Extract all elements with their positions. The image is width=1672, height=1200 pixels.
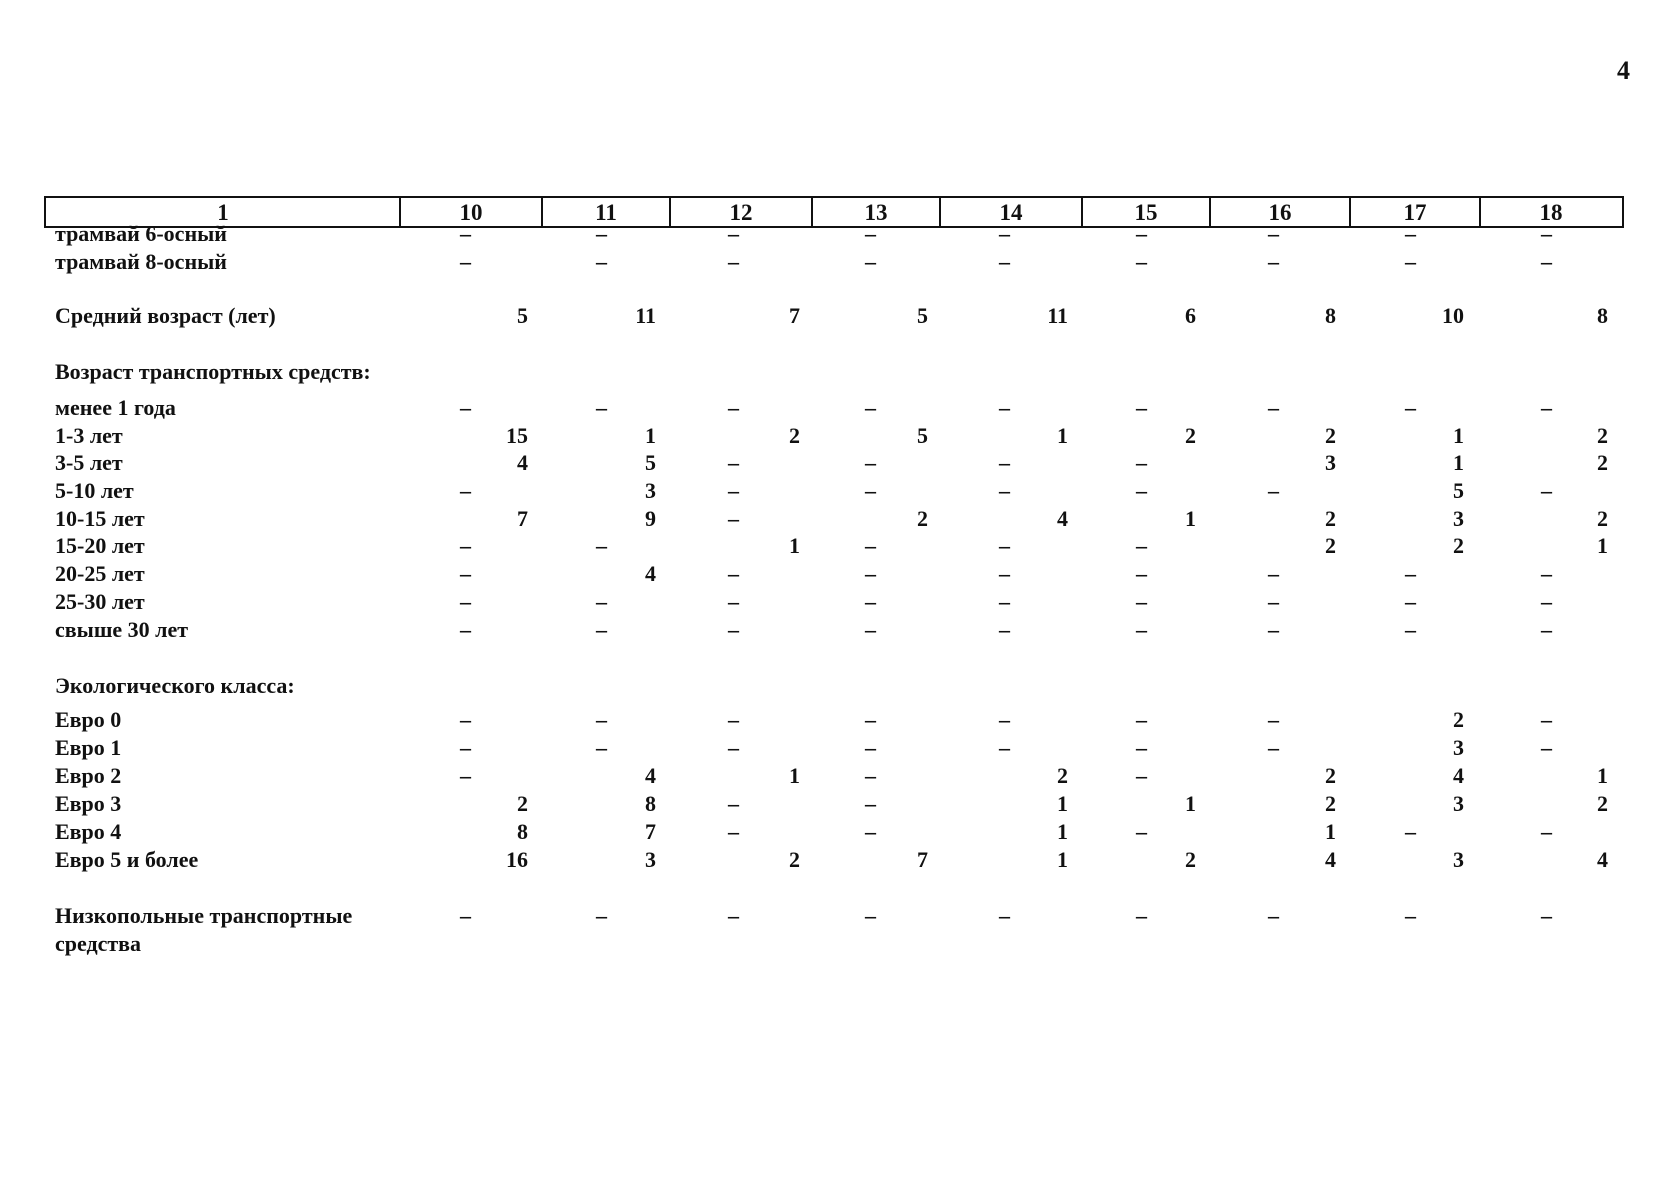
table-cell: –: [596, 249, 607, 274]
table-cell: –: [999, 561, 1010, 586]
table-cell: –: [1268, 478, 1279, 503]
table-cell: –: [1541, 221, 1552, 246]
table-cell: –: [999, 478, 1010, 503]
table-cell: 4: [517, 450, 528, 475]
table-cell: 15: [506, 423, 528, 448]
row-label: менее 1 года: [55, 395, 176, 420]
table-cell: –: [1541, 903, 1552, 928]
page-number: 4: [1617, 56, 1630, 85]
table-cell: –: [1136, 617, 1147, 642]
table-cell: –: [1136, 735, 1147, 760]
table-cell: –: [728, 589, 739, 614]
table-cell: 8: [645, 791, 656, 816]
table-row: [0, 394, 1672, 422]
row-label: Евро 0: [55, 707, 122, 732]
row-label: Евро 4: [55, 819, 122, 844]
table-cell: –: [1268, 617, 1279, 642]
table-cell: 9: [645, 506, 656, 531]
table-cell: –: [596, 589, 607, 614]
table-cell: –: [728, 450, 739, 475]
table-cell: –: [1268, 735, 1279, 760]
header-cell-13: 13: [864, 200, 888, 225]
table-cell: –: [460, 707, 471, 732]
table-cell: 10: [1442, 303, 1464, 328]
table-cell: 1: [789, 533, 800, 558]
table-cell: 2: [789, 847, 800, 872]
table-row: [0, 358, 1672, 386]
table-cell: 1: [1057, 423, 1068, 448]
table-cell: 4: [1325, 847, 1336, 872]
row-label: 20-25 лет: [55, 561, 145, 586]
row-label: трамвай 6-осный: [55, 221, 227, 246]
table-cell: –: [865, 221, 876, 246]
table-cell: –: [1268, 561, 1279, 586]
table-cell: –: [865, 589, 876, 614]
row-label: Евро 3: [55, 791, 122, 816]
header-cell-1: 1: [217, 200, 229, 225]
table-cell: 2: [1325, 763, 1336, 788]
table-cell: –: [999, 249, 1010, 274]
table-cell: 3: [1325, 450, 1336, 475]
table-cell: 1: [1597, 763, 1608, 788]
table-cell: –: [1405, 617, 1416, 642]
table-cell: 5: [645, 450, 656, 475]
table-row: [0, 560, 1672, 588]
table-cell: –: [1541, 249, 1552, 274]
table-cell: –: [865, 903, 876, 928]
table-row: [0, 762, 1672, 790]
table-cell: –: [1136, 221, 1147, 246]
table-cell: 3: [645, 847, 656, 872]
table-row: [0, 449, 1672, 477]
table-cell: 2: [517, 791, 528, 816]
table-cell: –: [1268, 903, 1279, 928]
table-cell: 3: [645, 478, 656, 503]
table-cell: –: [865, 395, 876, 420]
table-cell: –: [460, 735, 471, 760]
table-cell: –: [1405, 819, 1416, 844]
table-cell: –: [865, 249, 876, 274]
row-label: 3-5 лет: [55, 450, 123, 475]
table-row: [0, 672, 1672, 700]
table-row: [0, 902, 1672, 956]
header-cell-12: 12: [729, 200, 753, 225]
table-cell: –: [1268, 249, 1279, 274]
row-label: 1-3 лет: [55, 423, 123, 448]
table-cell: –: [1136, 478, 1147, 503]
row-label: 10-15 лет: [55, 506, 145, 531]
table-cell: –: [1541, 395, 1552, 420]
table-cell: 7: [789, 303, 800, 328]
table-cell: 2: [1325, 791, 1336, 816]
table-cell: 11: [1047, 303, 1068, 328]
table-cell: 1: [1325, 819, 1336, 844]
table-cell: –: [865, 707, 876, 732]
table-cell: 1: [789, 763, 800, 788]
table-cell: –: [1268, 221, 1279, 246]
table-row: [0, 790, 1672, 818]
table-cell: 1: [1057, 819, 1068, 844]
table-cell: –: [728, 478, 739, 503]
table-cell: –: [728, 506, 739, 531]
table-row: [0, 588, 1672, 616]
table-cell: –: [1541, 617, 1552, 642]
table-cell: 7: [517, 506, 528, 531]
table-cell: –: [1136, 249, 1147, 274]
row-label: свыше 30 лет: [55, 617, 189, 642]
table-cell: –: [865, 561, 876, 586]
table-row: [0, 248, 1672, 276]
row-label: Возраст транспортных средств:: [55, 359, 371, 384]
table-cell: –: [865, 763, 876, 788]
table-cell: –: [1405, 395, 1416, 420]
table-cell: 2: [1597, 450, 1608, 475]
table-cell: –: [999, 617, 1010, 642]
table-cell: –: [460, 221, 471, 246]
table-cell: 1: [1597, 533, 1608, 558]
table-cell: –: [1136, 707, 1147, 732]
table-cell: –: [596, 903, 607, 928]
table-cell: 4: [1453, 763, 1464, 788]
table-cell: 1: [1185, 791, 1196, 816]
row-label: Евро 2: [55, 763, 122, 788]
table-cell: –: [999, 707, 1010, 732]
table-cell: 1: [1453, 423, 1464, 448]
table-cell: –: [460, 249, 471, 274]
table-cell: –: [728, 903, 739, 928]
header-cell-15: 15: [1134, 200, 1158, 225]
table-cell: –: [999, 450, 1010, 475]
table-cell: –: [999, 903, 1010, 928]
table-cell: 5: [1453, 478, 1464, 503]
row-label: трамвай 8-осный: [55, 249, 227, 274]
table-row: [0, 302, 1672, 330]
table-cell: 2: [1057, 763, 1068, 788]
table-cell: 2: [1185, 423, 1196, 448]
table-cell: –: [728, 819, 739, 844]
table-cell: –: [865, 533, 876, 558]
table-cell: –: [1405, 561, 1416, 586]
table-cell: –: [1541, 819, 1552, 844]
table-cell: –: [1136, 903, 1147, 928]
table-cell: –: [999, 395, 1010, 420]
table-row: [0, 706, 1672, 734]
header-cell-17: 17: [1403, 200, 1427, 225]
header-cell-10: 10: [459, 200, 483, 225]
table-cell: 2: [1597, 506, 1608, 531]
table-cell: –: [1268, 707, 1279, 732]
table-cell: –: [596, 395, 607, 420]
table-cell: –: [728, 395, 739, 420]
table-cell: –: [596, 735, 607, 760]
table-cell: 4: [645, 561, 656, 586]
table-cell: –: [865, 819, 876, 844]
table-cell: –: [596, 707, 607, 732]
table-cell: –: [596, 221, 607, 246]
table-cell: 8: [1597, 303, 1608, 328]
table-cell: –: [728, 791, 739, 816]
table-cell: –: [596, 617, 607, 642]
table-row: [0, 616, 1672, 644]
table-cell: 5: [517, 303, 528, 328]
table-cell: 1: [1453, 450, 1464, 475]
table-cell: –: [460, 395, 471, 420]
table-cell: –: [460, 903, 471, 928]
table-cell: –: [460, 478, 471, 503]
table-cell: 2: [1325, 423, 1336, 448]
row-label: 5-10 лет: [55, 478, 134, 503]
table-cell: –: [1136, 395, 1147, 420]
table-cell: –: [1268, 589, 1279, 614]
table-cell: 2: [917, 506, 928, 531]
table-cell: 7: [917, 847, 928, 872]
table-cell: 2: [1597, 423, 1608, 448]
table-cell: –: [728, 735, 739, 760]
table-cell: 7: [645, 819, 656, 844]
table-cell: 3: [1453, 791, 1464, 816]
table-cell: –: [865, 450, 876, 475]
table-cell: 16: [506, 847, 528, 872]
row-label: Средний возраст (лет): [55, 303, 276, 328]
table-cell: 8: [517, 819, 528, 844]
table-cell: 3: [1453, 506, 1464, 531]
table-row: [0, 734, 1672, 762]
table-cell: –: [1405, 589, 1416, 614]
table-cell: 5: [917, 423, 928, 448]
table-cell: –: [728, 617, 739, 642]
table-row: [0, 505, 1672, 533]
table-cell: 2: [1325, 506, 1336, 531]
table-cell: –: [596, 533, 607, 558]
table-cell: 3: [1453, 847, 1464, 872]
table-cell: –: [1136, 533, 1147, 558]
table-cell: 2: [1597, 791, 1608, 816]
table-row: [0, 220, 1672, 248]
table-cell: –: [1405, 249, 1416, 274]
table-cell: –: [999, 589, 1010, 614]
table-cell: 3: [1453, 735, 1464, 760]
table-cell: –: [1136, 450, 1147, 475]
row-label: Евро 1: [55, 735, 122, 760]
table-cell: –: [728, 707, 739, 732]
table-cell: 2: [789, 423, 800, 448]
table-cell: –: [865, 791, 876, 816]
table-cell: 2: [1325, 533, 1336, 558]
table-cell: –: [999, 533, 1010, 558]
table-cell: –: [728, 221, 739, 246]
table-cell: –: [1541, 735, 1552, 760]
table-cell: 2: [1185, 847, 1196, 872]
table-row: [0, 818, 1672, 846]
table-cell: –: [1136, 819, 1147, 844]
table-cell: 1: [1057, 847, 1068, 872]
table-cell: 5: [917, 303, 928, 328]
table-row: [0, 422, 1672, 450]
table-cell: –: [1541, 707, 1552, 732]
table-cell: –: [1268, 395, 1279, 420]
table-cell: –: [1405, 903, 1416, 928]
header-cell-16: 16: [1268, 200, 1292, 225]
table-cell: –: [728, 249, 739, 274]
table-cell: 2: [1453, 533, 1464, 558]
table-cell: –: [999, 735, 1010, 760]
table-cell: 11: [635, 303, 656, 328]
table-cell: –: [1541, 561, 1552, 586]
table-cell: –: [460, 617, 471, 642]
table-cell: 4: [645, 763, 656, 788]
table-row: [0, 532, 1672, 560]
row-label: 15-20 лет: [55, 533, 145, 558]
table-cell: –: [1541, 478, 1552, 503]
table-cell: –: [999, 221, 1010, 246]
table-cell: –: [1136, 763, 1147, 788]
table-cell: –: [1136, 589, 1147, 614]
table-cell: –: [1136, 561, 1147, 586]
table-row: [0, 477, 1672, 505]
table-row: [0, 846, 1672, 874]
table-cell: –: [1541, 589, 1552, 614]
table-cell: –: [460, 763, 471, 788]
header-cell-11: 11: [595, 200, 617, 225]
row-label: Евро 5 и более: [55, 847, 199, 872]
table-cell: –: [460, 589, 471, 614]
table-cell: 6: [1185, 303, 1196, 328]
row-label: Низкопольные транспортные средства: [55, 903, 353, 956]
table-cell: –: [1405, 221, 1416, 246]
table-cell: –: [460, 533, 471, 558]
table-cell: –: [865, 478, 876, 503]
table-cell: 2: [1453, 707, 1464, 732]
table-cell: 1: [645, 423, 656, 448]
table-cell: –: [865, 735, 876, 760]
table-cell: –: [460, 561, 471, 586]
table-cell: 8: [1325, 303, 1336, 328]
table-cell: –: [865, 617, 876, 642]
table-cell: –: [728, 561, 739, 586]
header-cell-14: 14: [999, 200, 1023, 225]
table-cell: 4: [1057, 506, 1068, 531]
row-label: 25-30 лет: [55, 589, 145, 614]
table-cell: 1: [1185, 506, 1196, 531]
header-cell-18: 18: [1539, 200, 1563, 225]
table-cell: 4: [1597, 847, 1608, 872]
table-cell: 1: [1057, 791, 1068, 816]
row-label: Экологического класса:: [55, 673, 295, 698]
